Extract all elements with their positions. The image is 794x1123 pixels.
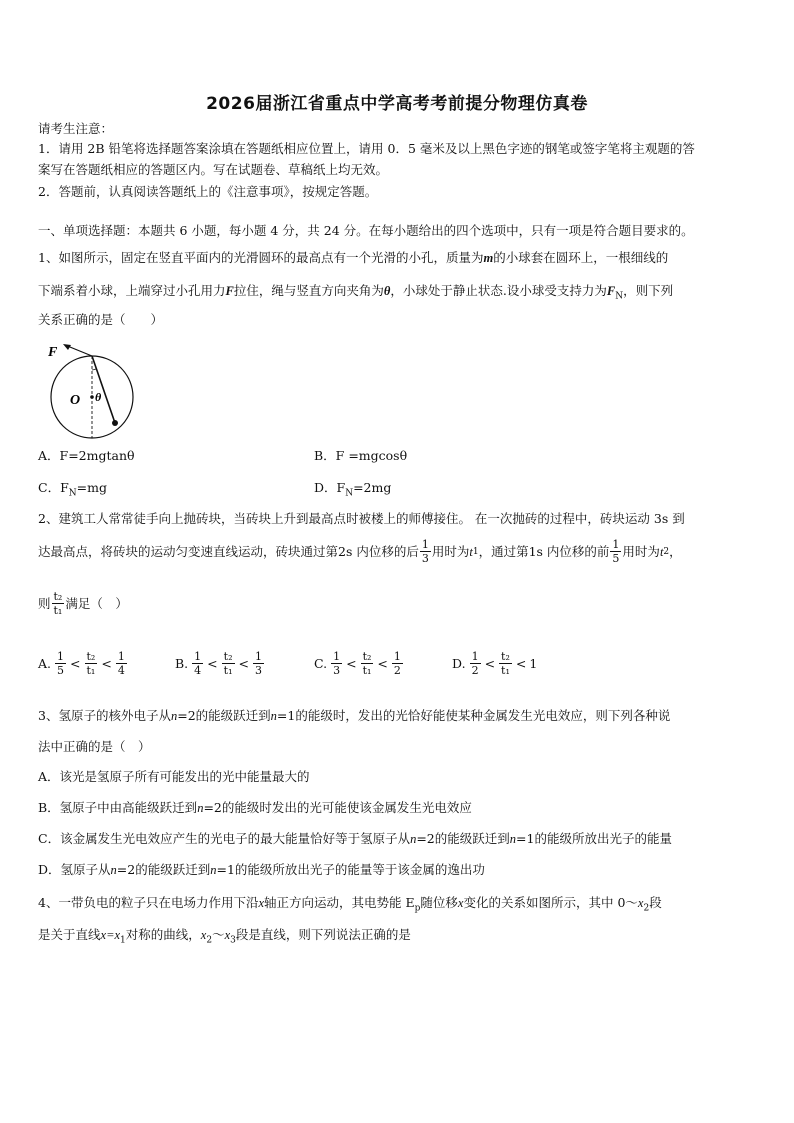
q4-line-1: 4、一带负电的粒子只在电场力作用下沿x轴正方向运动，其电势能 $E_p$随位移x变化的关系如图所示，其中 $0\sim x_2$段 xyxy=(38,895,662,914)
q2-line-1: 2、建筑工人常常徒手向上抛砖块，当砖块上升到最高点时被楼上的师傅接住。 在一次抛砖的过程中，砖块运动 3s 到 xyxy=(38,511,685,526)
q2-line-2: 达最高点，将砖块的运动匀变速直线运动，砖块通过第2s 内位移的后 $\frac{1}{3}$ 用时为 t 1 ，通过第1s 内位移的前 $\frac{1}{5}$ 用时为 t 2 ， xyxy=(38,538,682,565)
q1-option-d[interactable]: D．$F_N=2mg$ xyxy=(314,480,392,499)
q2-line-3: 则 $\frac{\text{t₂}}{\text{t₁}}$ 满足（ ） xyxy=(38,590,128,617)
notice-item-2: 2．答题前，认真阅读答题纸上的《注意事项》，按规定答题。 xyxy=(38,184,378,199)
label-theta: θ xyxy=(95,390,102,404)
q1-option-c[interactable]: C．$F_N=mg$ xyxy=(38,480,107,499)
fraction-one-fifth: $\frac{1}{5}$ xyxy=(612,538,620,565)
angle-arc xyxy=(92,369,96,370)
notice-heading: 请考生注意： xyxy=(38,121,114,136)
q1-option-b[interactable]: B．F =mgcosθ xyxy=(314,448,408,463)
label-O: O xyxy=(70,393,81,408)
q3-line-1: 3、氢原子的核外电子从n=2的能级跃迁到n=1的能级时，发出的光恰好能使某种金属发生光电效应，则下列各种说 xyxy=(38,708,671,723)
fraction-one-third: $\frac{1}{3}$ xyxy=(421,538,429,565)
q3-option-d[interactable]: D．氢原子从n=2的能级跃迁到n=1的能级所放出光子的能量等于该金属的逸出功 xyxy=(38,862,485,877)
q2-option-d[interactable]: D. $\frac{1}{2}$ < $\frac{\text{t₂}}{\text{t₁}}$ < 1 xyxy=(452,650,538,677)
q1-ring-figure xyxy=(40,340,140,440)
q3-line-2: 法中正确的是（ ） xyxy=(38,739,151,754)
q1-option-a[interactable]: A．F=2mgtanθ xyxy=(38,448,135,463)
q2-option-c[interactable]: C. $\frac{1}{3}$ < $\frac{\text{t₂}}{\text{t₁}}$ < $\frac{1}{2}$ xyxy=(314,650,401,677)
exam-title: 2026届浙江省重点中学高考考前提分物理仿真卷 xyxy=(206,94,588,114)
ball-dot xyxy=(112,420,118,426)
label-F: F xyxy=(48,345,58,360)
center-dot xyxy=(90,395,94,399)
q2-option-b[interactable]: B. $\frac{1}{4}$ < $\frac{\text{t₂}}{\text{t₁}}$ < $\frac{1}{3}$ xyxy=(175,650,262,677)
q1-line-3: 关系正确的是（ ） xyxy=(38,312,164,327)
q3-option-a[interactable]: A．该光是氢原子所有可能发出的光中能量最大的 xyxy=(38,769,310,784)
q1-line-1: 1、如图所示，固定在竖直平面内的光滑圆环的最高点有一个光滑的小孔，质量为m的小球套在圆环上，一根细线的 xyxy=(38,250,669,265)
q3-option-c[interactable]: C．该金属发生光电效应产生的光电子的最大能量恰好等于氢原子从n=2的能级跃迁到n=1的能级所放出光子的能量 xyxy=(38,831,672,846)
section-heading: 一、单项选择题：本题共 6 小题，每小题 4 分，共 24 分。在每小题给出的四个选项中，只有一项是符合题目要求的。 xyxy=(38,223,694,238)
q1-line-2: 下端系着小球，上端穿过小孔用力F拉住，绳与竖直方向夹角为θ，小球处于静止状态.设小球受支持力为$F_N$，则下列 xyxy=(38,283,674,302)
notice-item-1b: 案写在答题纸相应的答题区内。写在试题卷、草稿纸上均无效。 xyxy=(38,162,389,177)
q4-line-2: 是关于直线$x=x_1$对称的曲线，$x_2\sim x_3$段是直线，则下列说法正确的是 xyxy=(38,927,411,946)
q3-option-b[interactable]: B．氢原子中由高能级跃迁到n=2的能级时发出的光可能使该金属发生光电效应 xyxy=(38,800,472,815)
ratio-t2-t1: $\frac{\text{t₂}}{\text{t₁}}$ xyxy=(53,590,63,617)
q2-option-a[interactable]: A. $\frac{1}{5}$ < $\frac{\text{t₂}}{\text{t₁}}$ < $\frac{1}{4}$ xyxy=(38,650,125,677)
notice-item-1a: 1．请用 2B 铅笔将选择题答案涂填在答题纸相应位置上，请用 0．5 毫米及以上黑色字迹的钢笔或签字笔将主观题的答 xyxy=(38,141,695,156)
